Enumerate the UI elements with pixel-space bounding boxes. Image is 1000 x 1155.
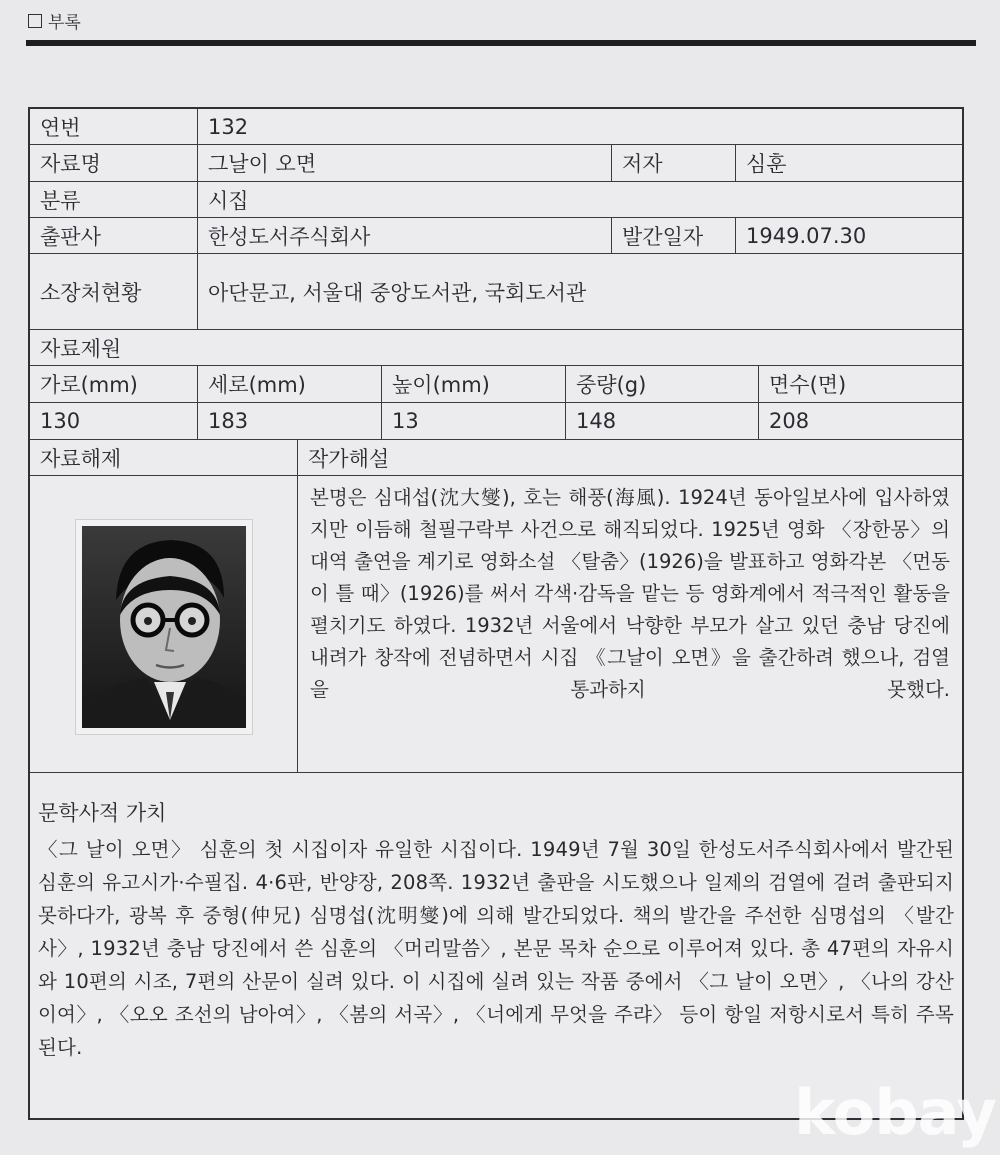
spec-value-width: 130 <box>30 403 198 439</box>
row-holdings <box>30 254 962 330</box>
spec-header-height: 세로(mm) <box>198 366 382 402</box>
spec-value-height: 183 <box>198 403 382 439</box>
section-header <box>28 8 81 33</box>
title-value: 그날이 오면 <box>198 145 612 181</box>
title-label: 자료명 <box>30 145 198 181</box>
pubdate-value: 1949.07.30 <box>746 223 867 248</box>
author-section-title: 작가해설 <box>298 440 962 476</box>
serial-label: 연번 <box>30 109 198 144</box>
holdings-value: 아단문고, 서울대 중앙도서관, 국회도서관 <box>208 280 587 305</box>
portrait-image <box>76 520 252 734</box>
spec-header-depth: 높이(mm) <box>382 366 566 402</box>
row-publisher <box>30 218 962 254</box>
checkbox-square-icon <box>28 14 42 28</box>
category-label: 분류 <box>30 182 198 217</box>
row-specs-values <box>30 403 962 440</box>
description-left <box>30 440 298 772</box>
header-rule <box>26 40 976 46</box>
publisher-label: 출판사 <box>30 218 198 253</box>
description-label: 자료해제 <box>30 440 297 476</box>
spec-header-width: 가로(mm) <box>30 366 198 402</box>
spec-value-weight: 148 <box>566 403 759 439</box>
specs-section-label: 자료제원 <box>40 336 122 361</box>
literary-value-block <box>30 773 962 1118</box>
section-title: 부록 <box>48 13 81 33</box>
spec-value-depth: 13 <box>382 403 566 439</box>
serial-value: 132 <box>208 114 249 139</box>
spec-header-weight: 중량(g) <box>566 366 759 402</box>
catalog-sheet <box>28 107 964 1120</box>
category-value: 시집 <box>208 188 249 213</box>
pubdate-label: 발간일자 <box>612 218 736 253</box>
row-category <box>30 182 962 218</box>
watermark-logo: kobay <box>794 1076 996 1149</box>
description-right <box>298 440 962 772</box>
spec-header-pages: 면수(면) <box>769 373 847 397</box>
description-block <box>30 440 962 773</box>
author-portrait <box>75 519 253 735</box>
row-specs-headers <box>30 366 962 403</box>
holdings-label: 소장처현황 <box>30 254 198 329</box>
spec-value-pages: 208 <box>769 409 810 433</box>
author-description-text: 본명은 심대섭(沈大燮), 호는 해풍(海風). 1924년 동아일보사에 입사하였지만 이듬해 철필구락부 사건으로 해직되었다. 1925년 영화 〈장한몽〉의 대역 출연을 계기로 영화소설 〈탈춤〉(1926)을 발표하고 영화각본 〈먼동이 틀 때〉(1926)를 써서 각색·감독을 맡는 등 영화계에서 적극적인 활동을 펼치기도 하였다. 1932년 서울에서 낙향한 부모가 살고 있던 충남 당진에 내려가 창작에 전념하면서 시집 《그날이 오면》을 출간하려 했으나, 검열을 통과하지 못했다. <box>310 486 950 701</box>
author-label: 저자 <box>612 145 736 181</box>
publisher-value: 한성도서주식회사 <box>198 218 612 253</box>
row-serial <box>30 109 962 145</box>
author-value: 심훈 <box>746 152 787 176</box>
literary-value-text: 〈그 날이 오면〉 심훈의 첫 시집이자 유일한 시집이다. 1949년 7월 30일 한성도서주식회사에서 발간된 심훈의 유고시가·수필집. 4·6판, 반양장, 208쪽. 1932년 출판을 시도했으나 일제의 검열에 걸려 출판되지 못하다가, 광복 후 중형(仲兄) 심명섭(沈明燮)에 의해 발간되었다. 책의 발간을 주선한 심명섭의 〈발간사〉, 1932년 충남 당진에서 쓴 심훈의 〈머리말씀〉, 본문 목차 순으로 이루어져 있다. 총 47편의 자유시와 10편의 시조, 7편의 산문이 실려 있다. 이 시집에 실려 있는 작품 중에서 〈그 날이 오면〉, 〈나의 강산이여〉, 〈오오 조선의 남아여〉, 〈봄의 서곡〉, 〈너에게 무엇을 주랴〉 등이 항일 저항시로서 특히 주목된다. <box>38 838 954 1059</box>
row-title <box>30 145 962 182</box>
row-specs-title <box>30 330 962 366</box>
literary-value-title: 문학사적 가치 <box>38 801 167 825</box>
